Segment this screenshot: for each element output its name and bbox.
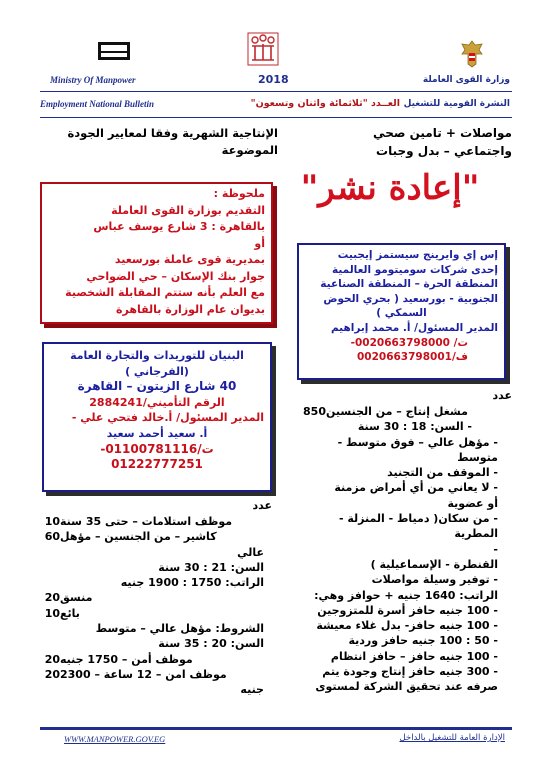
job-detail: - لا يعاني من أي أمراض مزمنة <box>334 481 498 495</box>
company-phone-2: 01222777251 <box>111 457 203 472</box>
left-job-list <box>40 514 272 698</box>
job-text: موظف أمن – 1750 جنيه <box>60 652 193 666</box>
company-line: إس إي وايرينج سيستمز إيجبيت <box>337 249 498 261</box>
note-line: مع العلم بأنه ستتم المقابلة الشخصية <box>65 286 265 299</box>
note-box <box>40 182 273 324</box>
left-intro-line: الإنتاجية الشهرية وفقا لمعايير الجودة <box>67 126 278 140</box>
job-detail: القنطرة - الإسماعيلية ) <box>370 557 498 571</box>
job-detail: - 100 جنيه حافز أسرة للمتزوجين <box>317 603 498 617</box>
job-text: كاشير – من الجنسين – مؤهل <box>60 530 217 544</box>
footer-website-link[interactable]: WWW.MANPOWER.GOV.EG <box>64 734 166 744</box>
bulletin-emblem <box>247 32 279 66</box>
list-item <box>40 667 272 682</box>
job-detail: صرفه عند تحقيق الشركة لمستوى <box>315 680 498 694</box>
bulletin-name-ar: النشرة القومية للتشغيل <box>403 99 510 109</box>
list-item <box>40 606 272 621</box>
company-insurance-number: الرقم التأميني/2884241 <box>89 395 225 409</box>
list-item <box>40 529 272 544</box>
job-text: موظف استلامات – حتى 35 سنة <box>60 515 233 528</box>
job-detail: أو عضوية <box>447 496 498 510</box>
bulletin-name-en: Employment National Bulletin <box>40 99 155 109</box>
job-detail: - مؤهل عالي – فوق متوسط - متوسط <box>337 435 498 464</box>
job-count: 10 <box>44 515 60 528</box>
job-text: عالي <box>237 545 264 559</box>
issue-year: 2018 <box>258 73 289 86</box>
job-text: السن: 21 : 30 سنة <box>158 560 264 574</box>
right-intro-line: مواصلات + تامين صحي <box>373 126 512 140</box>
company-manager: المدير المسئول/ أ. محمد إبراهيم <box>330 321 498 334</box>
egypt-eagle-emblem <box>458 38 486 70</box>
job-count: 10 <box>44 606 60 620</box>
republish-title: "إعادة نشر" <box>300 168 480 208</box>
job-title-row <box>300 404 512 419</box>
company-line: الجنوبية - بورسعيد ( بحري الحوض <box>323 292 498 305</box>
ministry-name-ar: وزارة القوى العاملة <box>422 75 510 85</box>
list-item <box>40 590 272 605</box>
note-line: ملحوظة : <box>213 187 265 200</box>
job-detail: - 300 جنيه حافز إنتاج وجودة يتم <box>322 665 498 679</box>
left-company-box <box>42 342 272 492</box>
ministry-name-en: Ministry Of Manpower <box>50 75 136 85</box>
company-phone-1: ت/01100781116- <box>100 441 214 456</box>
left-count-label: عدد <box>252 499 272 512</box>
company-phone: ت/ 0020663798000- <box>350 336 468 349</box>
right-company-box <box>297 243 506 380</box>
flag-logo <box>97 40 131 62</box>
job-detail: - 100 جنيه حافز- بدل غلاء معيشة <box>316 619 498 633</box>
job-text: منسق <box>60 591 93 605</box>
job-title: مشغل إنتاج – من الجنسين <box>326 405 468 418</box>
company-manager-2: أ. سعيد أحمد سعيد <box>106 426 208 440</box>
company-line: السمكي ) <box>376 307 427 320</box>
job-detail: - الموقف من التجنيد <box>387 466 498 480</box>
note-line: بمديرية قوى عاملة بورسعيد <box>114 253 265 266</box>
job-detail: - من سكان( دمياط - المنزلة - المطرية <box>338 512 498 541</box>
job-text: الراتب: 1750 : 1900 جنيه <box>120 576 264 590</box>
left-intro-line: الموضوعة <box>221 143 278 157</box>
header-divider-top <box>40 91 512 92</box>
job-text: بائع <box>60 606 80 620</box>
note-line: أو <box>254 236 265 250</box>
right-intro-line: واجتماعي – بدل وجبات <box>376 144 512 158</box>
job-detail: الراتب: 1640 جنيه + حوافز وهي: <box>314 588 498 602</box>
note-line: بالقاهرة : 3 شارع يوسف عباس <box>93 220 265 233</box>
job-count: 20 <box>44 652 60 666</box>
job-detail: - توفير وسيلة مواصلات <box>371 573 498 587</box>
company-name: البنيان للتوريدات والتجارة العامة <box>70 349 244 362</box>
job-count: 20 <box>44 591 60 605</box>
issue-number-ar: العــدد "ثلاثمائة واثنان وتسعون" <box>250 98 400 109</box>
list-item <box>40 652 272 667</box>
company-name-sub: (الفرجاني ) <box>125 364 189 378</box>
job-count: 850 <box>303 405 326 418</box>
company-manager: المدير المسئول/ أ.خالد فتحي علي - <box>71 411 264 425</box>
company-line: إحدى شركات سوميتومو العالمية <box>332 263 498 276</box>
header-divider-bottom <box>40 117 512 118</box>
right-job-listing <box>300 404 512 695</box>
company-address: 40 شارع الزيتون – القاهرة <box>77 379 237 394</box>
right-intro-text <box>290 124 512 160</box>
left-intro-text <box>40 125 278 159</box>
job-detail: - السن: 18 : 30 سنة <box>357 420 472 434</box>
note-line: بديوان عام الوزارة بالقاهرة <box>116 302 265 316</box>
company-fax: ف/0020663798001 <box>356 351 468 364</box>
note-line: جوار بنك الإسكان – حي الضواحي <box>86 269 265 283</box>
list-item <box>40 514 272 529</box>
job-detail: - 50 : 100 جنيه حافز وردية <box>348 634 498 648</box>
footer-divider <box>40 727 512 730</box>
job-detail: - <box>493 542 498 556</box>
company-line: المنطقة الحرة – المنطقة الصناعية <box>320 278 498 291</box>
job-text: الشروط: مؤهل عالي – متوسط <box>95 622 264 636</box>
footer-department-link[interactable]: الإدارة العامة للتشغيل بالداخل <box>399 733 505 743</box>
job-count: 20 <box>44 667 60 681</box>
job-detail: - 100 جنيه حافز – حافز انتظام <box>330 649 498 663</box>
job-text: السن: 20 : 35 سنة <box>158 637 264 651</box>
job-count: 60 <box>44 530 60 544</box>
note-line: التقديم بوزارة القوى العاملة <box>111 203 265 217</box>
job-text: جنيه <box>240 683 264 697</box>
right-count-label: عدد <box>492 389 512 402</box>
job-text: موظف امن – 12 ساعة – 2300 <box>60 667 227 681</box>
